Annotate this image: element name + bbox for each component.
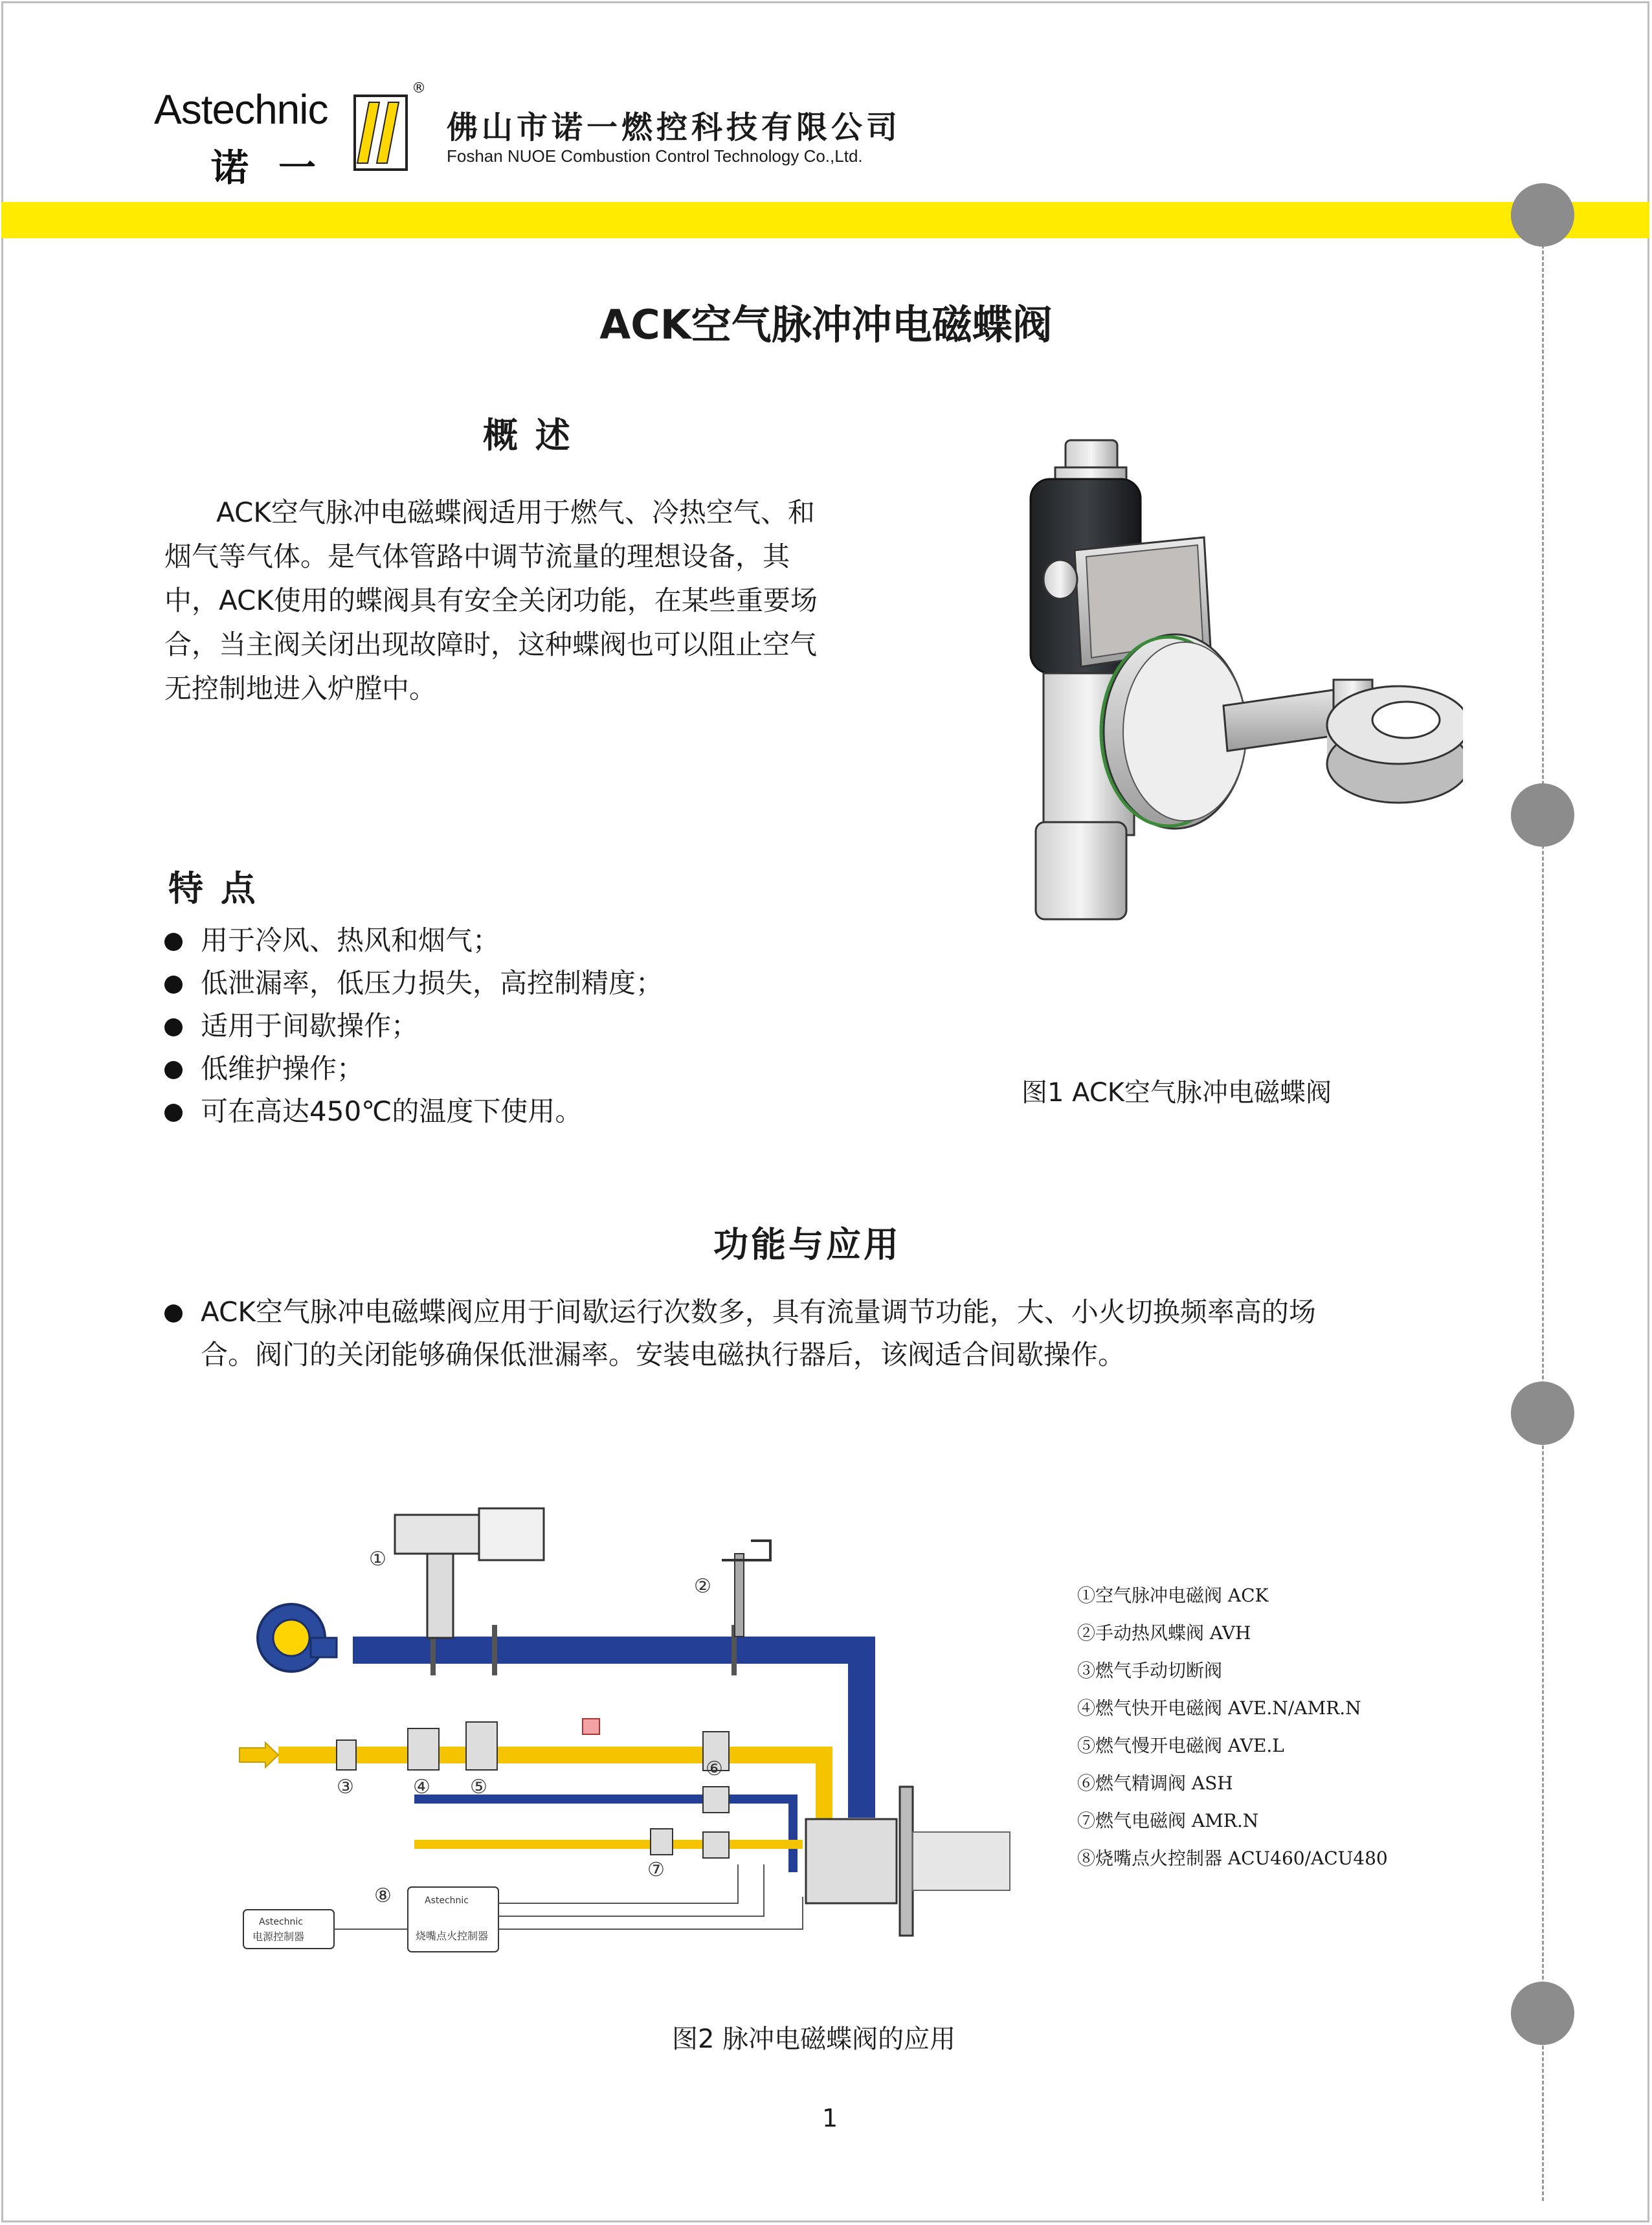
- legend-item: ⑦燃气电磁阀 AMR.N: [1077, 1810, 1259, 1831]
- diagram-marker: ⑦: [647, 1859, 665, 1881]
- overview-line: 烟气等气体。是气体管路中调节流量的理想设备，其: [164, 541, 790, 572]
- logo-mark-icon: [353, 95, 408, 171]
- logo-text-en: Astechnic: [154, 86, 328, 133]
- legend-item: ②手动热风蝶阀 AVH: [1077, 1622, 1251, 1644]
- feature-item: 用于冷风、热风和烟气；: [164, 919, 941, 962]
- figure2-application-diagram: [233, 1482, 1049, 1962]
- feature-item: 可在高达450℃的温度下使用。: [164, 1090, 941, 1133]
- power-controller-brand: Astechnic: [259, 1917, 304, 1927]
- company-name-cn: 佛山市诺一燃控科技有限公司: [447, 109, 902, 146]
- legend-item: ①空气脉冲电磁阀 ACK: [1077, 1585, 1269, 1606]
- binding-hole-icon: [1511, 1982, 1574, 2045]
- feature-item: 低维护操作；: [164, 1047, 941, 1090]
- company-name-en: Foshan NUOE Combustion Control Technology Co.,Ltd.: [447, 146, 863, 166]
- overview-line: ACK空气脉冲电磁蝶阀适用于燃气、冷热空气、和: [216, 497, 815, 528]
- overview-line: 合，当主阀关闭出现故障时，这种蝶阀也可以阻止空气: [164, 629, 818, 660]
- function-line: ACK空气脉冲电磁蝶阀应用于间歇运行次数多，具有流量调节功能，大、小火切换频率高的场: [201, 1296, 1316, 1328]
- legend-item: ⑧烧嘴点火控制器 ACU460/ACU480: [1077, 1848, 1388, 1869]
- binding-dashed-line: [1542, 233, 1544, 2201]
- figure2-caption: 图2 脉冲电磁蝶阀的应用: [672, 2024, 956, 2054]
- diagram-marker: ②: [694, 1575, 711, 1598]
- feature-item: 适用于间歇操作；: [164, 1005, 941, 1047]
- header-yellow-band: [1, 202, 1649, 238]
- diagram-marker: ①: [369, 1548, 386, 1571]
- logo-text-cn: 诺一: [211, 146, 346, 190]
- diagram-marker: ⑥: [706, 1758, 723, 1780]
- legend-item: ⑥燃气精调阀 ASH: [1077, 1772, 1233, 1794]
- registered-mark: ®: [412, 80, 426, 96]
- ignition-controller-label: 烧嘴点火控制器: [416, 1930, 489, 1942]
- ignition-controller-brand: Astechnic: [425, 1895, 469, 1906]
- function-line: 合。阀门的关闭能够确保低泄漏率。安装电磁执行器后，该阀适合间歇操作。: [201, 1339, 1126, 1370]
- legend-item: ④燃气快开电磁阀 AVE.N/AMR.N: [1077, 1697, 1361, 1719]
- feature-item: 低泄漏率，低压力损失，高控制精度；: [164, 962, 941, 1005]
- diagram-marker: ⑤: [470, 1776, 487, 1798]
- diagram-legend: [1077, 1577, 1388, 1877]
- figure1-valve-illustration: [1010, 427, 1463, 939]
- power-controller-label: 电源控制器: [252, 1930, 305, 1943]
- binding-hole-icon: [1511, 1381, 1574, 1445]
- legend-item: ⑤燃气慢开电磁阀 AVE.L: [1077, 1735, 1284, 1756]
- function-item: [164, 1291, 1459, 1376]
- overview-line: 无控制地进入炉膛中。: [164, 673, 437, 704]
- overview-line: 中，ACK使用的蝶阀具有安全关闭功能，在某些重要场: [164, 585, 818, 616]
- function-list: [164, 1291, 1459, 1376]
- document-title: ACK空气脉冲冲电磁蝶阀: [599, 301, 1053, 348]
- function-heading: 功能与应用: [713, 1224, 901, 1265]
- features-heading: 特 点: [168, 868, 258, 909]
- features-list: [164, 919, 941, 1133]
- figure1-caption: 图1 ACK空气脉冲电磁蝶阀: [1021, 1078, 1332, 1108]
- overview-paragraph: [164, 491, 909, 711]
- binding-hole-icon: [1511, 183, 1574, 247]
- diagram-marker: ③: [337, 1776, 354, 1798]
- legend-item: ③燃气手动切断阀: [1077, 1660, 1223, 1681]
- page-number: 1: [822, 2104, 838, 2132]
- overview-heading: 概 述: [483, 415, 573, 456]
- diagram-marker: ④: [413, 1776, 430, 1798]
- diagram-marker: ⑧: [374, 1884, 392, 1907]
- binding-hole-icon: [1511, 783, 1574, 847]
